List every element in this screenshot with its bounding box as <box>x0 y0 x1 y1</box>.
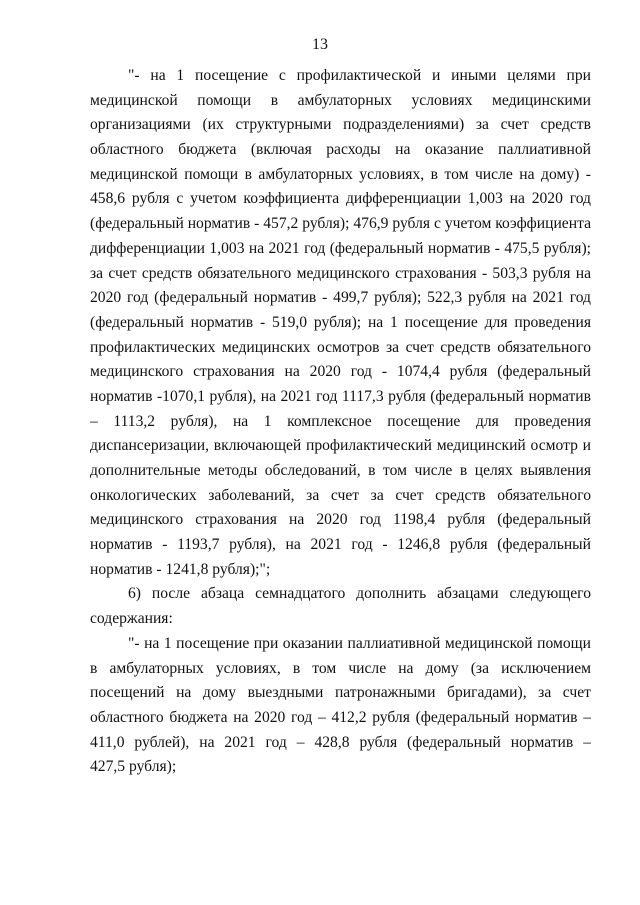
text-line: онкологических заболеваний, за счет за счет средств обязательного <box>90 486 591 504</box>
text-line: посещений на дому выездными патронажными бригадами), за счет <box>90 684 591 702</box>
text-line: медицинского страхования на 2020 год - 1074,4 рубля (федеральный <box>90 363 591 381</box>
text-line: норматив -1070,1 рубля), на 2021 год 1117,3 рубля (федеральный норматив <box>90 387 591 405</box>
text-line: "- на 1 посещение с профилактической и иными целями при <box>128 67 591 84</box>
document-body <box>90 64 591 780</box>
text-line: 427,5 рубля); <box>90 758 177 776</box>
paragraph-quote-2 <box>90 632 591 780</box>
paragraph-item-6 <box>90 582 591 631</box>
text-line: дополнительные методы обследований, в том числе в целях выявления <box>90 462 591 479</box>
text-line: содержания: <box>90 610 173 628</box>
text-line: 411,0 рублей), на 2021 год – 428,8 рубля (федеральный норматив – <box>90 733 591 751</box>
text-line: (федеральный норматив - 519,0 рубля); на 1 посещение для проведения <box>90 313 591 331</box>
text-line: областного бюджета (включая расходы на оказание паллиативной <box>90 141 591 159</box>
paragraph-quote-1 <box>90 64 591 582</box>
text-line: организациями (их структурными подразделениями) за счет средств <box>90 116 591 134</box>
text-line: 458,6 рубля с учетом коэффициента дифференциации 1,003 на 2020 год <box>90 190 591 208</box>
text-line: норматив - 1241,8 рубля);"; <box>90 560 271 578</box>
text-line: медицинской помощи в амбулаторных условиях медицинскими <box>90 91 591 109</box>
text-line: медицинского страхования на 2020 год 1198,4 рубля (федеральный <box>90 511 591 529</box>
text-line: 2020 год (федеральный норматив - 499,7 рубля); 522,3 рубля на 2021 год <box>90 289 591 307</box>
text-line: "- на 1 посещение при оказании паллиативной медицинской помощи <box>128 634 591 652</box>
text-line: норматив - 1193,7 рубля), на 2021 год - 1246,8 рубля (федеральный <box>90 536 591 554</box>
text-line: – 1113,2 рубля), на 1 комплексное посещение для проведения <box>90 412 591 430</box>
text-line: областного бюджета на 2020 год – 412,2 рубля (федеральный норматив – <box>90 708 591 726</box>
text-line: в амбулаторных условиях, в том числе на дому (за исключением <box>90 659 591 677</box>
text-line: за счет средств обязательного медицинского страхования - 503,3 рубля на <box>90 264 591 282</box>
text-line: профилактических медицинских осмотров за счет средств обязательного <box>90 338 591 356</box>
page-number: 13 <box>312 36 328 53</box>
text-line: медицинской помощи в амбулаторных условиях, в том числе на дому) - <box>90 165 591 183</box>
text-line: 6) после абзаца семнадцатого дополнить абзацами следующего <box>128 585 591 603</box>
text-line: диспансеризации, включающей профилактический медицинский осмотр и <box>90 437 591 455</box>
text-line: дифференциации 1,003 на 2021 год (федеральный норматив - 475,5 рубля); <box>90 239 591 257</box>
text-line: (федеральный норматив - 457,2 рубля); 476,9 рубля с учетом коэффициента <box>90 215 591 233</box>
